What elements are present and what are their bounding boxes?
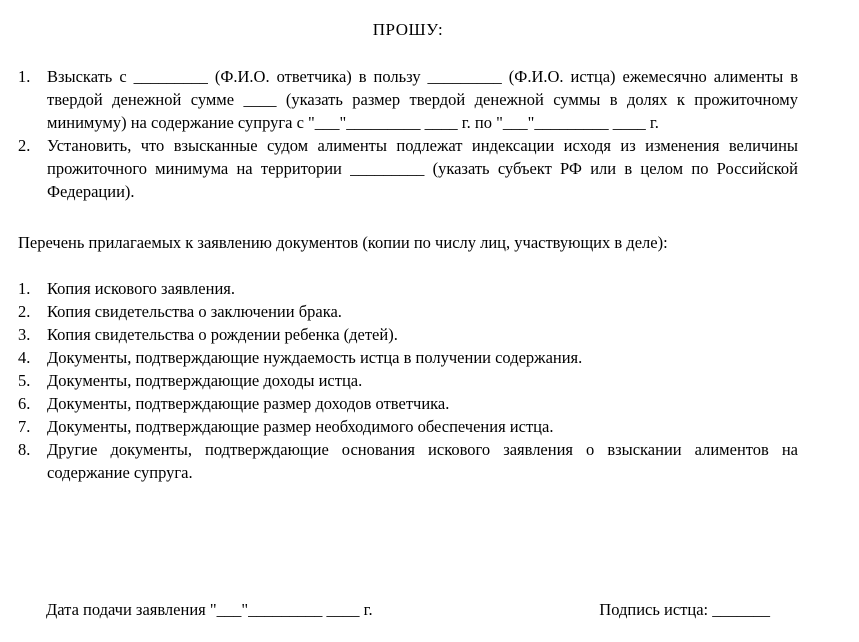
attachment-text: Другие документы, подтверждающие основания искового заявления о взыскании алиментов на содержание супруга.: [47, 440, 798, 482]
attachment-item: [18, 438, 798, 484]
request-number: 1.: [18, 67, 31, 86]
attachment-text: Копия свидетельства о заключении брака.: [47, 302, 342, 321]
filing-date-field: Дата подачи заявления "___"_________ ____ г.: [46, 600, 373, 619]
attachment-item: [18, 415, 798, 438]
attachment-item: [18, 323, 798, 346]
attachment-text: Документы, подтверждающие доходы истца.: [47, 371, 363, 390]
attachment-text: Копия свидетельства о рождении ребенка (детей).: [47, 325, 398, 344]
attachment-number: 7.: [18, 417, 31, 436]
attachment-text: Документы, подтверждающие размер доходов ответчика.: [47, 394, 450, 413]
attachment-number: 4.: [18, 348, 31, 367]
request-item-2: [18, 134, 798, 203]
attachment-item: [18, 346, 798, 369]
attachment-number: 1.: [18, 279, 31, 298]
request-text: Установить, что взысканные судом алименты подлежат индексации исходя из изменения величины прожиточного минимума на территории _________ (указать субъект РФ или в целом по Российской Федерации).: [47, 136, 798, 201]
attachment-item: [18, 392, 798, 415]
attachment-number: 8.: [18, 440, 31, 459]
attachment-item: [18, 300, 798, 323]
attachment-number: 5.: [18, 371, 31, 390]
request-item-1: [18, 65, 798, 134]
document-footer: [46, 598, 770, 621]
plaintiff-signature-field: Подпись истца: _______: [599, 600, 770, 619]
attachment-number: 2.: [18, 302, 31, 321]
attachments-list: [18, 277, 798, 484]
attachment-item: [18, 277, 798, 300]
request-text: Взыскать с _________ (Ф.И.О. ответчика) в пользу _________ (Ф.И.О. истца) ежемесячно алименты в твердой денежной сумме ____ (указать размер твердой денежной суммы в долях к прожиточному минимуму) на содержание супруга с "___"_________ ____ г. по "___"_________ ____ г.: [47, 67, 798, 132]
attachment-number: 6.: [18, 394, 31, 413]
request-number: 2.: [18, 136, 31, 155]
attachments-intro: Перечень прилагаемых к заявлению документов (копии по числу лиц, участвующих в деле):: [18, 233, 668, 252]
attachment-text: Документы, подтверждающие размер необходимого обеспечения истца.: [47, 417, 554, 436]
attachment-text: Документы, подтверждающие нуждаемость истца в получении содержания.: [47, 348, 583, 367]
document-title: ПРОШУ:: [372, 20, 444, 39]
attachment-number: 3.: [18, 325, 31, 344]
attachment-item: [18, 369, 798, 392]
requests-list: [18, 65, 798, 203]
document-page: [18, 18, 798, 484]
attachment-text: Копия искового заявления.: [47, 279, 235, 298]
